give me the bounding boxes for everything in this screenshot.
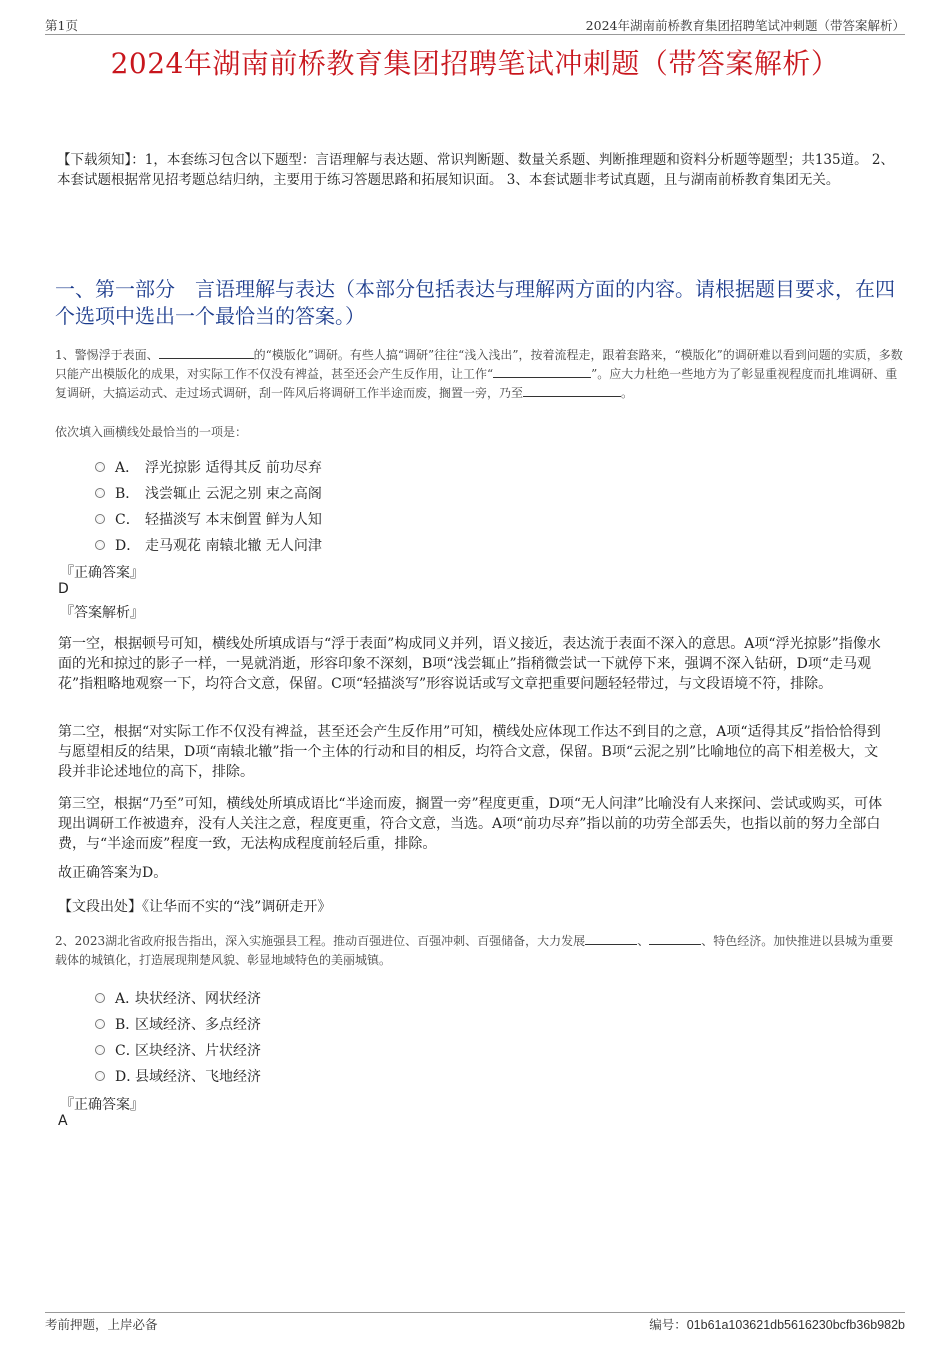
blank: [523, 384, 621, 397]
document-title: 2024年湖南前桥教育集团招聘笔试冲刺题（带答案解析）: [110, 47, 840, 80]
question-2-options: [95, 985, 261, 1089]
option-b[interactable]: B． 浅尝辄止 云泥之别 束之高阁: [95, 480, 322, 506]
blank: [585, 932, 637, 945]
radio-icon[interactable]: [95, 1045, 105, 1055]
option-a[interactable]: A． 浮光掠影 适得其反 前功尽弃: [95, 454, 322, 480]
analysis-paragraph: 第三空，根据“乃至”可知，横线处所填成语比“半途而废，搁置一旁”程度更重，D项“无人问津”比喻没有人来探问、尝试或购买，可体现出调研工作被遗弃，没有人关注之意，程度更重，符合文意，当选。A项“前功尽弃”指以前的功劳全部丢失，也指以前的努力全部白费，与“半途而废”程度一致，无法构成程度前轻后重，排除。: [58, 796, 883, 852]
question-2-text: 2、2023湖北省政府报告指出，深入实施强县工程。推动百强进位、百强冲刺、百强储备，大力发展 、 、特色经济。加快推进以县城为重要载体的城镇化，打造展现荆楚风貌、彰显地域特色的美丽城镇。: [55, 934, 894, 967]
analysis-tag: 『答案解析』: [60, 605, 144, 621]
section-title: 一、第一部分 言语理解与表达（本部分包括表达与理解两方面的内容。请根据题目要求，在四个选项中选出一个最恰当的答案。）: [55, 277, 895, 328]
option-d[interactable]: D． 县域经济、飞地经济: [95, 1063, 261, 1089]
radio-icon[interactable]: [95, 540, 105, 550]
radio-icon[interactable]: [95, 488, 105, 498]
source-note: 【文段出处】《让华而不实的“浅”调研走开》: [58, 899, 332, 915]
page-header: [45, 14, 905, 35]
answer-value: A: [58, 1113, 68, 1129]
footer-slogan: 考前押题，上岸必备: [45, 1317, 158, 1332]
radio-icon[interactable]: [95, 993, 105, 1003]
analysis-paragraph: 第一空，根据顿号可知，横线处所填成语与“浮于表面”构成同义并列，语义接近，表达流于表面不深入的意思。A项“浮光掠影”指像水面的光和掠过的影子一样，一晃就消逝，形容印象不深刻，B项“浅尝辄止”指稍微尝试一下就停下来，强调不深入钻研，D项“走马观花”指粗略地观察一下，均符合文意，保留。C项“轻描淡写”形容说话或写文章把重要问题轻轻带过，与文段语境不符，排除。: [58, 636, 881, 692]
option-c[interactable]: C． 区块经济、片状经济: [95, 1037, 261, 1063]
answer-tag: 『正确答案』: [60, 565, 144, 581]
page-footer: [45, 1312, 905, 1332]
question-1-text: 1、警惕浮于表面、 的“模版化”调研。有些人搞“调研”往往“浅入浅出”，按着流程走，跟着套路来，“模版化”的调研难以看到问题的实质，多数只能产出模版化的成果，对实际工作不仅没有裨益，甚至还会产生反作用，让工作“ ”。应大力杜绝一些地方为了彰显重视程度而扎堆调研、重复调研，大搞运动式、走过场式调研，刮一阵风后将调研工作半途而废，搁置一旁，乃至 。: [55, 348, 903, 400]
answer-value: D: [58, 581, 69, 597]
radio-icon[interactable]: [95, 462, 105, 472]
question-1-options: [95, 454, 322, 558]
footer-code: 编号：01b61a103621db5616230bcfb36b982b: [649, 1317, 905, 1332]
page-number: 第1页: [45, 18, 78, 33]
option-b[interactable]: B． 区域经济、多点经济: [95, 1011, 261, 1037]
header-doc-title: 2024年湖南前桥教育集团招聘笔试冲刺题（带答案解析）: [585, 18, 905, 33]
question-1-hint: 依次填入画横线处最恰当的一项是：: [55, 425, 248, 439]
download-notice: 【下载须知】：1，本套练习包含以下题型：言语理解与表达题、常识判断题、数量关系题、判断推理题和资料分析题等题型；共135道。 2、本套试题根据常见招考题总结归纳，主要用于练习答题思路和拓展知识面。 3、本套试题非考试真题，且与湖南前桥教育集团无关。: [57, 152, 894, 188]
radio-icon[interactable]: [95, 1071, 105, 1081]
answer-tag: 『正确答案』: [60, 1097, 144, 1113]
radio-icon[interactable]: [95, 1019, 105, 1029]
blank: [159, 346, 254, 359]
option-d[interactable]: D． 走马观花 南辕北辙 无人问津: [95, 532, 322, 558]
analysis-paragraph: 第二空，根据“对实际工作不仅没有裨益，甚至还会产生反作用”可知，横线处应体现工作达不到目的之意，A项“适得其反”指恰恰得到与愿望相反的结果，D项“南辕北辙”指一个主体的行动和目的相反，均符合文意，保留。B项“云泥之别”比喻地位的高下相差极大，文段并非论述地位的高下，排除。: [58, 724, 881, 780]
option-c[interactable]: C． 轻描淡写 本末倒置 鲜为人知: [95, 506, 322, 532]
radio-icon[interactable]: [95, 514, 105, 524]
blank: [493, 365, 591, 378]
blank: [649, 932, 701, 945]
analysis-conclusion: 故正确答案为D。: [58, 865, 168, 881]
option-a[interactable]: A． 块状经济、网状经济: [95, 985, 261, 1011]
